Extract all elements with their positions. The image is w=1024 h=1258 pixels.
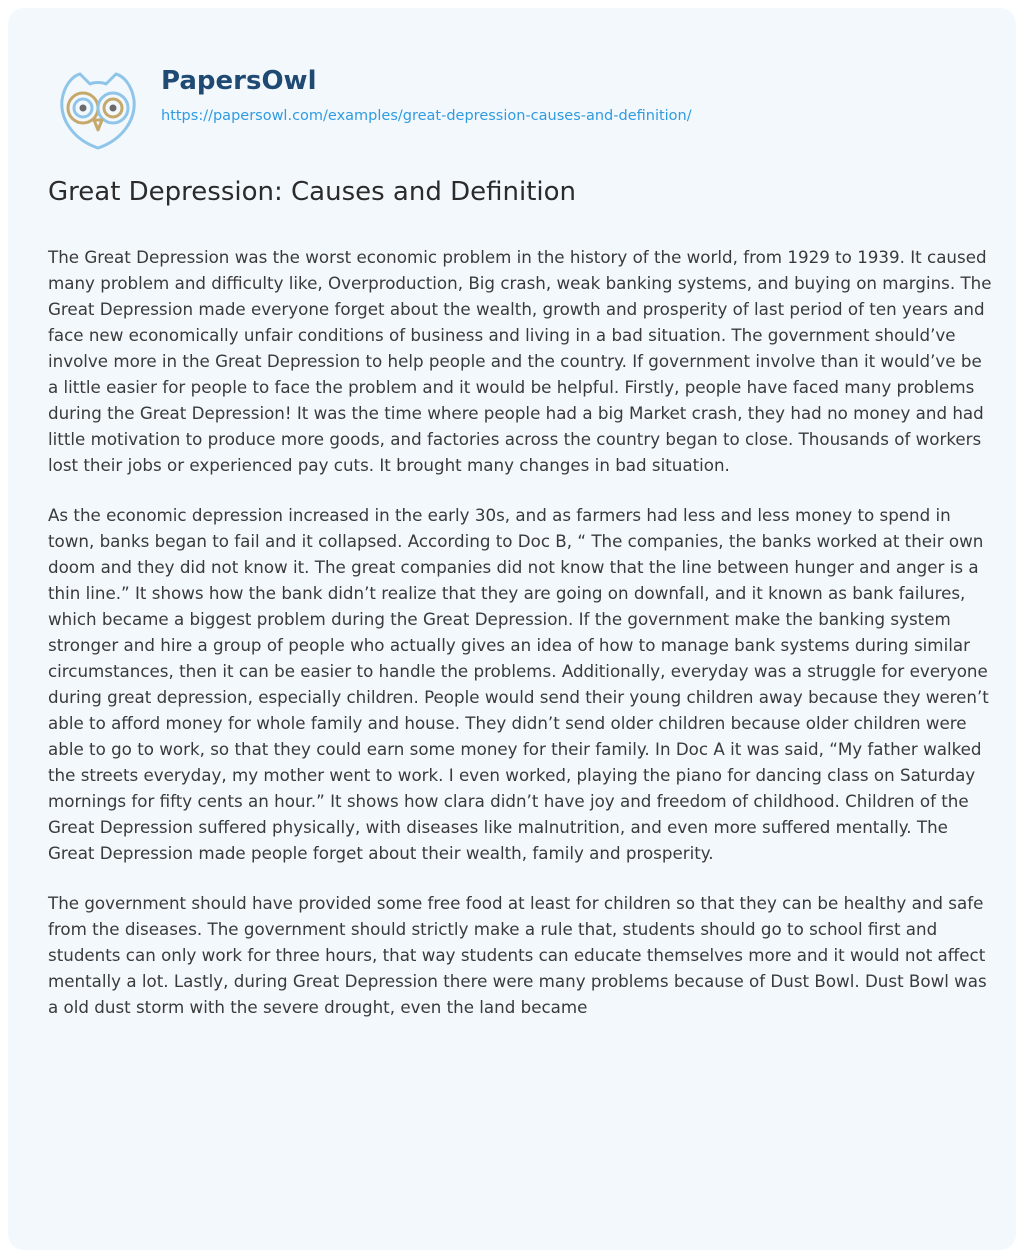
source-url-link[interactable]: https://papersowl.com/examples/great-depression-causes-and-definition/: [161, 108, 692, 124]
essay-title: Great Depression: Causes and Definition: [48, 177, 577, 207]
essay-body: [48, 244, 996, 1044]
owl-logo-icon[interactable]: [50, 62, 146, 158]
brand-name[interactable]: PapersOwl: [161, 66, 317, 96]
essay-paragraph-2: As the economic depression increased in the early 30s, and as farmers had less and less money to spend in town, banks began to fail and it collapsed. According to Doc B, “ The companies, the banks worked at their own doom and they did not know it. The great companies did not know that the line between hunger and anger is a thin line.” It shows how the bank didn’t realize that they are going on downfall, and it known as bank failures, which became a biggest problem during the Great Depression. If the government make the banking system stronger and hire a group of people who actually gives an idea of how to manage bank systems during similar circumstances, then it can be easier to handle the problems. Additionally, everyday was a struggle for everyone during great depression, especially children. People would send their young children away because they weren’t able to afford money for whole family and house. They didn’t send older children because older children were able to go to work, so that they could earn some money for their family. In Doc A it was said, “My father walked the streets everyday, my mother went to work. I even worked, playing the piano for dancing class on Saturday mornings for fifty cents an hour.” It shows how clara didn’t have joy and freedom of childhood. Children of the Great Depression suffered physically, with diseases like malnutrition, and even more suffered mentally. The Great Depression made people forget about their wealth, family and prosperity.: [48, 505, 989, 863]
essay-paragraph-3: The government should have provided some free food at least for children so that they can be healthy and safe from the diseases. The government should strictly make a rule that, students should go to school first and students can only work for three hours, that way students can educate themselves more and it would not affect mentally a lot. Lastly, during Great Depression there were many problems because of Dust Bowl. Dust Bowl was a old dust storm with the severe drought, even the land became: [48, 893, 987, 1017]
essay-paragraph-1: The Great Depression was the worst economic problem in the history of the world, from 1929 to 1939. It caused many problem and difficulty like, Overproduction, Big crash, weak banking systems, and buying on margins. The Great Depression made everyone forget about the wealth, growth and prosperity of last period of ten years and face new economically unfair conditions of business and living in a bad situation. The government should’ve involve more in the Great Depression to help people and the country. If government involve than it would’ve be a little easier for people to face the problem and it would be helpful. Firstly, people have faced many problems during the Great Depression! It was the time where people had a big Market crash, they had no money and had little motivation to produce more goods, and factories across the country began to close. Thousands of workers lost their jobs or experienced pay cuts. It brought many changes in bad situation.: [48, 247, 992, 475]
essay-card: [8, 8, 1016, 1250]
